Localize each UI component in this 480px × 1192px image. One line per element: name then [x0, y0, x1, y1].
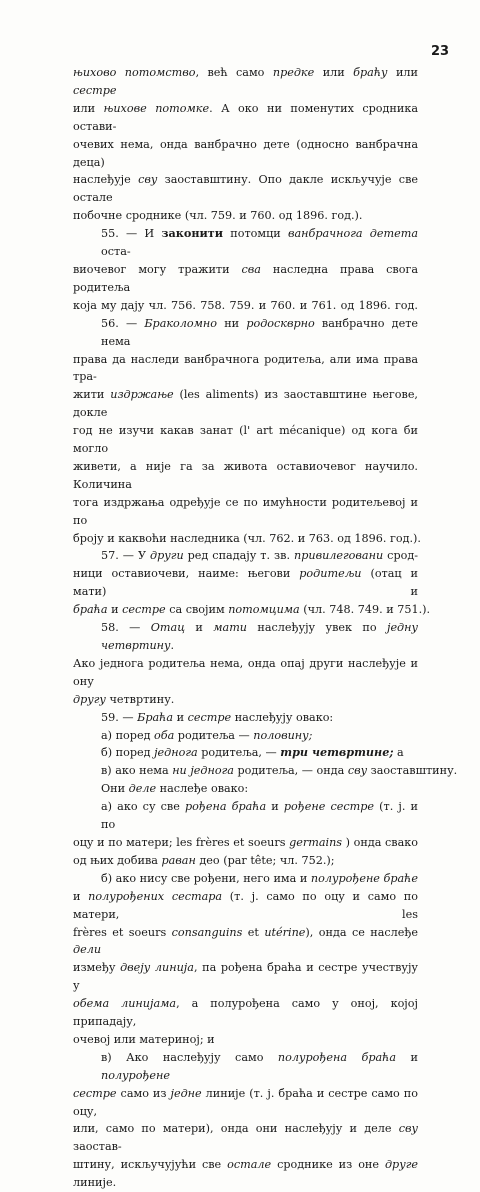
text-segment: (отац и мати) и	[73, 567, 418, 599]
text-segment: двеју линија	[120, 961, 194, 975]
text-line	[73, 762, 458, 780]
text-segment: 57. — У	[101, 549, 151, 563]
text-segment: рођене сестре	[283, 800, 375, 814]
body-text	[73, 64, 458, 1192]
text-segment: предке	[272, 66, 315, 79]
text-segment: други	[150, 549, 184, 563]
text-segment: оста-	[101, 245, 131, 259]
text-segment: germains	[289, 835, 343, 849]
text-segment: права да наследи ванбрачнога родитеља, али има права тра-	[73, 352, 418, 384]
text-segment: сву	[398, 1122, 418, 1136]
text-segment: виочевог могу тражити	[73, 262, 242, 276]
text-segment: привилеговани	[294, 549, 384, 563]
text-line	[73, 959, 418, 995]
text-segment: или	[314, 66, 354, 79]
text-segment: потомци	[223, 227, 288, 241]
text-line	[73, 458, 418, 494]
text-line	[73, 852, 418, 870]
text-line	[73, 1085, 418, 1121]
text-segment: браћа	[73, 603, 108, 617]
text-segment: (т. ј. и по	[101, 800, 418, 832]
text-segment: consanguins	[171, 925, 243, 939]
text-segment: жити	[73, 388, 111, 402]
text-line	[73, 315, 418, 351]
text-segment: или, само по матери), онда они наслеђују и деле	[73, 1122, 399, 1136]
text-segment: ‚ већ само	[195, 66, 273, 79]
text-segment: , па рођена браћа и сестре учествују у	[73, 961, 419, 993]
text-segment: наслеђују овако:	[231, 710, 334, 724]
text-segment: издржање	[110, 388, 174, 402]
text-segment: деле	[128, 782, 157, 796]
text-segment: родитеља —	[174, 728, 254, 742]
text-segment: дели	[73, 943, 102, 957]
text-segment: заоставштину. Опо дакле искључује све остале	[73, 173, 418, 205]
text-segment: б) поред	[101, 746, 155, 760]
text-segment: наследна права свога родитеља	[73, 262, 418, 294]
text-segment: .	[170, 639, 175, 652]
text-segment: очевих нема, онда ванбрачно дете (односно ванбрачна деца)	[73, 137, 418, 169]
text-segment: или	[387, 66, 418, 79]
text-segment: сроднике из оне	[271, 1158, 385, 1172]
text-segment: њихове потомке	[103, 101, 210, 115]
text-segment: сестре	[122, 603, 166, 617]
text-segment: полурођена браћа	[277, 1050, 397, 1064]
text-line	[73, 225, 418, 261]
text-segment: заостав-	[73, 1140, 122, 1154]
text-line	[73, 1031, 418, 1049]
text-line	[73, 744, 418, 762]
text-segment: (les aliments) из заоставштине његове, докле	[73, 388, 418, 420]
text-line	[73, 798, 418, 834]
text-segment: . А око ни поменутих сродника остави-	[73, 101, 419, 133]
text-line	[73, 601, 431, 619]
text-segment: родитеља, —	[197, 746, 281, 760]
text-segment: и	[107, 603, 123, 617]
text-segment: и	[173, 710, 188, 724]
text-segment: штину, искључујући све	[73, 1158, 228, 1172]
text-segment: год не изучи какав занат (l' art mécanique) од кога би могло	[73, 424, 418, 456]
text-segment: сестре	[73, 1086, 117, 1100]
text-segment: родоскврно	[246, 316, 315, 330]
text-segment: в) Ако наслеђују само	[101, 1050, 278, 1064]
text-segment: (т. ј. само по оцу и само по матери, les	[73, 889, 418, 921]
text-segment: четвртину.	[105, 692, 175, 706]
text-line	[73, 64, 418, 100]
text-segment: сва	[241, 262, 261, 276]
text-segment: Браћа	[137, 710, 174, 724]
text-line	[73, 1174, 418, 1192]
text-segment: наслеђе овако:	[156, 782, 249, 796]
text-segment: другу	[73, 692, 106, 706]
text-line	[73, 351, 418, 387]
text-segment: ни једнога	[172, 764, 234, 778]
text-segment: између	[73, 961, 121, 975]
text-segment: сестре	[73, 83, 117, 97]
text-segment: (чл. 748. 749. и 751.).	[299, 603, 431, 617]
text-line	[73, 780, 418, 798]
text-line	[73, 171, 418, 207]
text-line	[73, 297, 418, 315]
text-segment: Отац	[150, 621, 186, 635]
text-segment: са својим	[165, 603, 229, 617]
text-line	[73, 727, 418, 745]
text-segment: в) ако нема	[101, 764, 173, 778]
text-segment: раван	[161, 853, 196, 867]
text-segment: браћу	[353, 66, 388, 79]
text-segment: половину;	[253, 728, 313, 742]
text-line	[73, 494, 418, 530]
text-segment: очевој или материној; и	[73, 1032, 215, 1046]
text-line	[73, 691, 418, 709]
text-segment: ванбрачнога детета	[287, 227, 418, 241]
text-line	[73, 386, 418, 422]
text-segment: броју и каквоћи наследника (чл. 762. и 763. од 1896. год.).	[73, 531, 421, 545]
text-segment: три четвртине;	[280, 745, 394, 760]
text-line	[73, 709, 418, 727]
text-line	[73, 100, 418, 136]
text-line	[73, 422, 418, 458]
text-line	[73, 834, 418, 852]
text-segment: од њих добива	[73, 853, 162, 867]
text-segment: сву	[138, 173, 158, 187]
text-segment: оцу и по матери; les frères et soeurs	[73, 835, 290, 849]
text-segment: живети, а није га за живота оставиочевог научило. Количина	[73, 459, 418, 491]
text-segment: и	[73, 889, 89, 903]
text-segment: Ако једнога родитеља нема, онда опај други наслеђује и ону	[73, 656, 418, 688]
text-segment: сву	[347, 764, 368, 778]
text-segment: оба	[154, 728, 175, 742]
text-segment: побочне сроднике (чл. 759. и 760. од 1896. год.).	[73, 209, 363, 223]
text-segment: ни	[217, 316, 247, 330]
text-segment: сестре	[187, 710, 232, 724]
text-segment: део (par tête; чл. 752.);	[195, 853, 335, 867]
text-segment: и	[396, 1050, 418, 1064]
text-segment: родитеља, — онда	[233, 764, 348, 778]
text-segment: полурођених сестара	[88, 889, 223, 903]
text-segment: потомцима	[228, 603, 300, 617]
text-segment: Они	[101, 782, 129, 796]
text-segment: et	[242, 925, 265, 939]
text-segment: , а полурођена само у оној, којој припадају,	[73, 997, 418, 1029]
text-segment: рођена браћа	[184, 800, 267, 814]
text-segment: 55. — И	[101, 227, 162, 241]
text-segment: 56. —	[101, 316, 145, 330]
text-line	[73, 1156, 418, 1174]
text-segment: само из	[116, 1086, 171, 1100]
text-line	[73, 261, 418, 297]
text-segment: срод-	[383, 549, 419, 563]
text-line	[73, 530, 421, 548]
text-segment: и	[185, 621, 214, 635]
text-segment: полурођене	[101, 1068, 171, 1082]
text-segment: једне	[170, 1086, 202, 1100]
text-segment: тога издржања одређује се по имућности родитељевој и по	[73, 495, 418, 527]
text-line	[73, 136, 418, 172]
text-line	[73, 888, 418, 924]
text-line	[73, 207, 418, 225]
text-segment: Браколомно	[144, 316, 218, 330]
text-segment: наслеђује	[73, 173, 139, 187]
text-segment: а	[393, 746, 404, 760]
text-segment: која му дају чл. 756. 758. 759. и 760. и 761. од 1896. год.	[73, 298, 418, 312]
text-line	[73, 1049, 418, 1085]
text-segment: полурођене браће	[310, 871, 418, 885]
text-segment: остале	[227, 1158, 272, 1172]
text-segment: frères et soeurs	[73, 925, 172, 939]
text-line	[73, 995, 418, 1031]
text-segment: заоставштину.	[367, 764, 458, 778]
text-segment: родитељи	[299, 567, 362, 581]
text-segment: utérine	[264, 925, 306, 939]
text-segment: ) онда свако	[342, 835, 418, 849]
text-segment: а) ако су све	[101, 800, 185, 814]
text-segment: наслеђују увек по	[247, 621, 387, 635]
text-segment: ници оставиочеви, наиме: његови	[73, 567, 300, 581]
text-line	[73, 655, 418, 691]
text-segment: 59. —	[101, 710, 138, 724]
text-segment: ред спадају т. зв.	[183, 549, 294, 563]
text-segment: њихово потомство	[73, 66, 196, 79]
text-segment: једнога	[154, 746, 198, 760]
text-segment: или	[73, 101, 104, 115]
text-segment: ), онда се наслеђе	[305, 925, 418, 939]
text-line	[73, 924, 418, 960]
text-segment: ванбрачно дете нема	[101, 316, 419, 348]
text-line	[73, 547, 418, 565]
text-segment: линије.	[73, 1176, 117, 1190]
text-segment: законити	[161, 226, 224, 241]
text-segment: а) поред	[101, 728, 155, 742]
text-segment: и	[266, 800, 284, 814]
text-segment: линије (т. ј. браћа и сестре само по оцу,	[73, 1086, 418, 1118]
text-segment: б) ако нису све рођени, него има и	[101, 871, 311, 885]
text-line	[73, 565, 418, 601]
page-number: 23	[431, 44, 450, 59]
text-segment: мати	[213, 621, 248, 635]
text-segment: једну четвртину	[101, 621, 419, 652]
text-segment: друге	[384, 1158, 418, 1172]
text-line	[73, 1120, 418, 1156]
text-line	[73, 870, 418, 888]
text-line	[73, 619, 418, 655]
text-segment: 58. —	[101, 621, 151, 635]
text-segment: обема линијама	[73, 997, 177, 1011]
